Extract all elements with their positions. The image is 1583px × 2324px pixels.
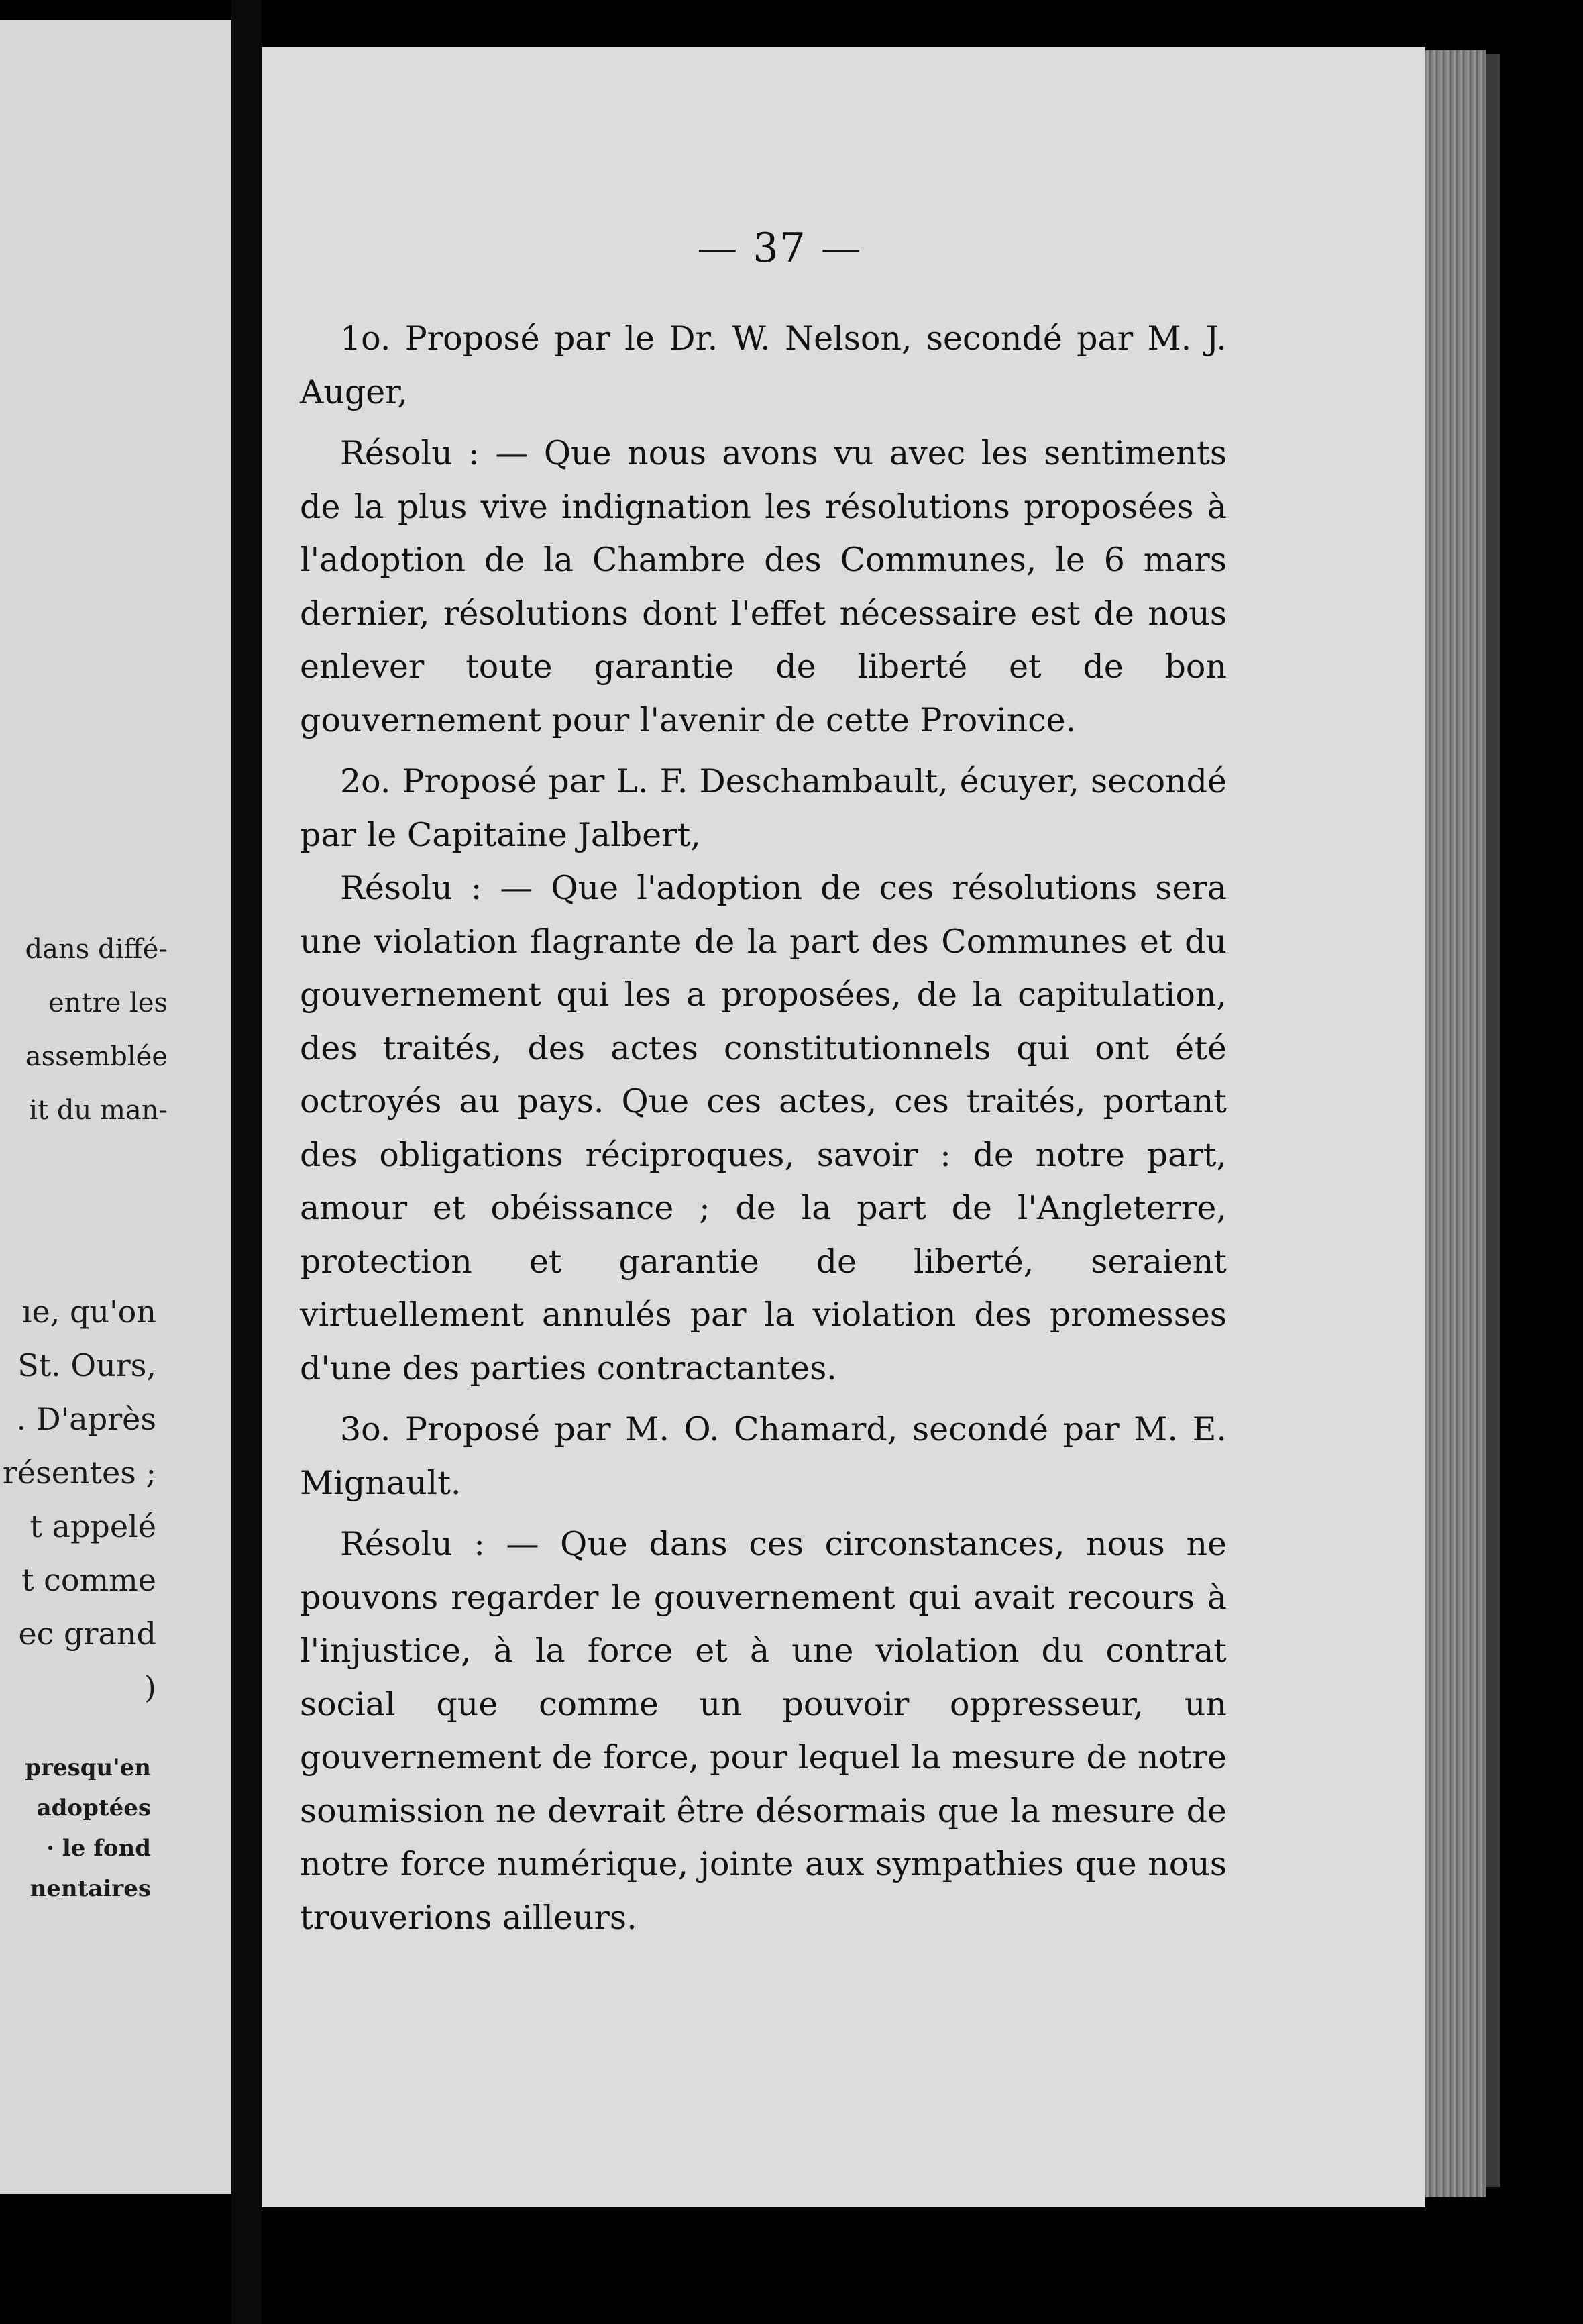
- left-page-line: · le fond: [46, 1835, 151, 1862]
- left-page-line: dans diffé-: [25, 934, 168, 965]
- left-page-line: ): [144, 1669, 156, 1705]
- left-page-line: ıe, qu'on: [21, 1293, 156, 1330]
- left-page-line: it du man-: [29, 1095, 168, 1126]
- paragraph-resolution-3-motion: 3o. Proposé par M. O. Chamard, secondé par M. E. Mignault.: [300, 1410, 1227, 1502]
- left-page-line: assemblée: [25, 1041, 168, 1072]
- left-page-line: adoptées: [36, 1795, 151, 1821]
- page-edges: [1425, 50, 1486, 2197]
- left-page-line: nentaires: [30, 1875, 151, 1902]
- left-page-line: presqu'en: [25, 1754, 151, 1781]
- left-page-line: entre les: [48, 988, 168, 1018]
- paragraph-resolution-2-motion: 2o. Proposé par L. F. Deschambault, écuyer, secondé par le Capitaine Jalbert,: [300, 762, 1227, 854]
- left-page-line: t comme: [21, 1562, 156, 1598]
- page-37: [262, 47, 1425, 2207]
- left-page-line: St. Ours,: [17, 1347, 156, 1383]
- paragraph-resolution-3-text: Résolu : — Que dans ces circonstances, nous ne pouvons regarder le gouvernement qui avait recours à l'injustice, à la force et à une violation du contrat social que comme un pouvoir oppresseur, un gouvernement de force, pour lequel la mesure de notre soumission ne devrait être désormais que la mesure de notre force numérique, jointe aux sympathies que nous trouverions ailleurs.: [300, 1525, 1227, 1937]
- paragraph-resolution-2-text: Résolu : — Que l'adoption de ces résolutions sera une violation flagrante de la part des Communes et du gouvernement qui les a proposées, de la capitulation, des traités, des actes constitutionnels qui ont été octroyés au pays. Que ces actes, ces traités, portant des obligations réciproques, savoir : de notre part, amour et obéissance ; de la part de l'Angleterre, protection et garantie de liberté, seraient virtuellement annulés par la violation des promesses d'une des parties contractantes.: [300, 869, 1227, 1387]
- paragraph-resolution-1-motion: 1o. Proposé par le Dr. W. Nelson, secondé par M. J. Auger,: [300, 319, 1227, 411]
- left-page-line: ec grand: [18, 1616, 156, 1652]
- page-body: [300, 312, 1227, 1944]
- paragraph-resolution-1-text: Résolu : — Que nous avons vu avec les sentiments de la plus vive indignation les résolutions proposées à l'adoption de la Chambre des Communes, le 6 mars dernier, résolutions dont l'effet nécessaire est de nous enlever toute garantie de liberté et de bon gouvernement pour l'avenir de cette Province.: [300, 434, 1227, 739]
- book-cover-edge: [1486, 54, 1500, 2187]
- page-number: — 37 —: [697, 225, 863, 272]
- left-page-line: t appelé: [30, 1508, 156, 1544]
- book-gutter: [231, 0, 262, 2324]
- left-page-line: . D'après: [16, 1401, 156, 1437]
- left-page-line: résentes ;: [2, 1455, 156, 1491]
- previous-page-fragment: [0, 20, 231, 2194]
